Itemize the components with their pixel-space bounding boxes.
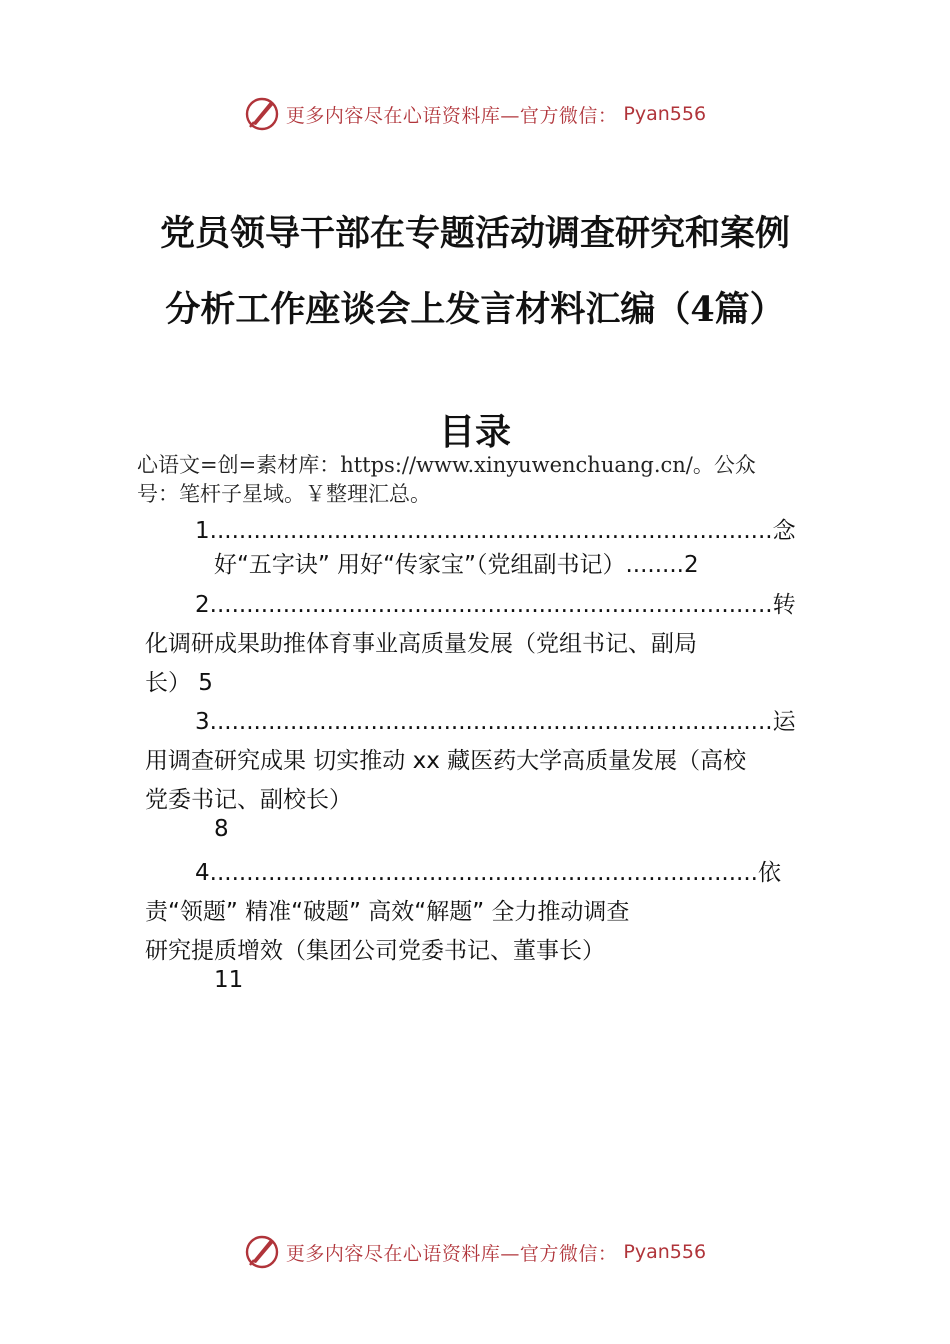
toc-entry-3-head[interactable]: 3.............................................................................运 [195,709,796,735]
source-note [137,451,837,509]
quill-logo-icon [244,1234,280,1270]
toc-entry-3-text[interactable]: 用调查研究成果 切实推动 xx 藏医药大学高质量发展（高校 [145,748,747,774]
document-title-line-1: 党员领导干部在专题活动调查研究和案例 [159,213,790,254]
toc-entry-4-text[interactable]: 责“领题” 精准“破题” 高效“解题” 全力推动调查 [145,899,630,925]
document-title-line-2: 分析工作座谈会上发言材料汇编（4篇） [165,289,785,330]
toc-entry-1-text[interactable]: 好“五字诀” 用好“传家宝”（党组副书记）........2 [214,552,699,578]
toc-entry-2-text-cont[interactable]: 长） 5 [145,670,213,696]
toc-entry-4-text-cont[interactable]: 研究提质增效（集团公司党委书记、董事长） [145,938,605,964]
footer-banner-text: 更多内容尽在心语资料库—官方微信： [285,1242,618,1265]
banner-text: 更多内容尽在心语资料库—官方微信： [285,104,618,127]
footer-banner-wechat-id: Pyan556 [623,1241,707,1263]
footer-banner [0,1232,950,1272]
toc-entry-2-text[interactable]: 化调研成果助推体育事业高质量发展（党组书记、副局 [145,631,697,657]
toc-entry-4-head[interactable]: 4...........................................................................依 [195,860,781,886]
toc-entry-3-page[interactable]: 8 [214,816,229,842]
quill-logo-icon [244,96,280,132]
toc-entry-1-head[interactable]: 1.............................................................................念 [195,518,796,544]
banner-wechat-id: Pyan556 [623,103,707,125]
toc-heading: 目录 [438,411,511,453]
toc-entry-3-text-cont[interactable]: 党委书记、副校长） [145,787,352,813]
toc-entry-4-page[interactable]: 11 [214,967,244,993]
source-note-line-2: 号：笔杆子星域。￥整理汇总。 [137,482,431,506]
source-note-line-1: 心语文=创=素材库：https://www.xinyuwenchuang.cn/。公众 [137,453,756,477]
header-banner [0,94,950,134]
toc-entry-2-head[interactable]: 2.............................................................................转 [195,592,796,618]
